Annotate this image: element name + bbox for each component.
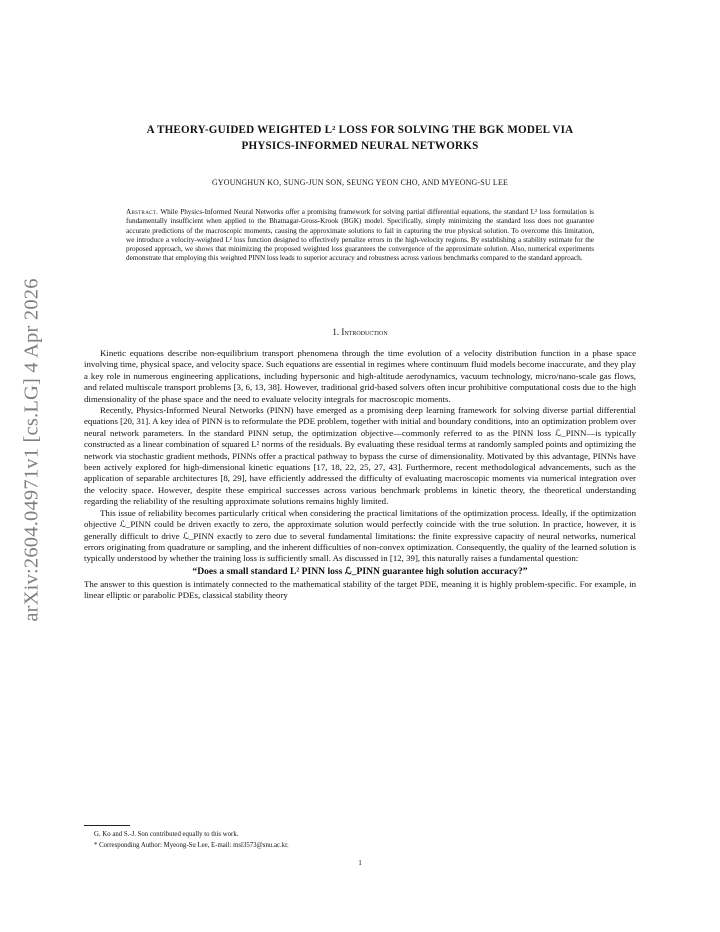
author-list: GYOUNGHUN KO, SUNG-JUN SON, SEUNG YEON CHO, AND MYEONG-SU LEE xyxy=(212,178,508,187)
arxiv-stamp xyxy=(2,230,62,670)
body-text xyxy=(84,348,636,602)
footnote-rule xyxy=(84,825,130,826)
footnote-equal-contribution: G. Ko and S.-J. Son contributed equally to this work. xyxy=(94,831,239,838)
paper-title xyxy=(84,122,636,154)
title-line-2: PHYSICS-INFORMED NEURAL NETWORKS xyxy=(241,140,479,152)
abstract-text: While Physics-Informed Neural Networks offer a promising framework for solving partial differential equations, the standard L² loss formulation is fundamentally insufficient when applied to the Bhatnagar-Gross-Krook (BGK) model. Specifically, simply minimizing the standard loss does not guarantee accurate predictions of the macroscopic moments, causing the approximate solutions to fail in capturing the true physical solution. To overcome this limitation, we introduce a velocity-weighted L² loss function designed to effectively penalize errors in the high-velocity regions. By establishing a stability estimate for the proposed approach, we shows that minimizing the proposed weighted loss guarantees the convergence of the approximate solution. Also, numerical experiments demonstrate that employing this weighted PINN loss leads to superior accuracy and robustness across various benchmarks compared to the standard approach. xyxy=(126,208,594,263)
paragraph: The answer to this question is intimately connected to the mathematical stability of the target PDE, meaning it is highly problem-specific. For example, in linear elliptic or parabolic PDEs, classical stability theory xyxy=(84,578,636,601)
title-line-1: A THEORY-GUIDED WEIGHTED L² LOSS FOR SOLVING THE BGK MODEL VIA xyxy=(146,124,574,136)
paragraph: Kinetic equations describe non-equilibrium transport phenomena through the time evolution of a velocity distribution function in a phase space involving time, physical space, and velocity space. Such equations are essential in regimes where continuum fluid models become inaccurate, and they play a key role in numerous engineering applications, including hypersonic and high-altitude aerodynamics, vacuum technology, micro/nano-scale gas flows, and related multiscale transport problems [3, 6, 13, 38]. However, traditional grid-based solvers often incur prohibitive computational costs due to the high dimensionality of the phase space and the need to evaluate velocity integrals for macroscopic moments. xyxy=(84,348,636,404)
paragraph: Recently, Physics-Informed Neural Networks (PINN) have emerged as a promising deep learning framework for solving diverse partial differential equations [20, 31]. A key idea of PINN is to reformulate the PDE problem, together with initial and boundary conditions, into an optimization problem over neural network parameters. In the standard PINN setup, the optimization objective—commonly referred to as the PINN loss ℒ_PINN—is typically constructed as a linear combination of squared L² norms of the residuals. By evaluating these residual terms at randomly sampled points and optimizing the network via stochastic gradient methods, PINNs offer a practical pathway to bypass the curse of dimensionality. Motivated by this advantage, PINNs have been actively explored for high-dimensional kinetic equations [17, 18, 22, 25, 27, 43]. Furthermore, recent methodological advancements, such as the application of separable architectures [8, 29], have efficiently addressed the difficulty of evaluating macroscopic moments via numerical integration over the velocity space. However, despite these empirical successes across various benchmark problems in kinetic theory, the theoretical understanding regarding the reliability of the resulting approximate solutions remains highly limited. xyxy=(84,405,636,507)
abstract xyxy=(126,208,594,264)
section-number: 1. xyxy=(332,327,340,337)
footnotes xyxy=(94,829,634,852)
footnote-corresponding-author: * Corresponding Author: Myeong-Su Lee, E-mail: msl3573@snu.ac.kr. xyxy=(94,842,289,850)
page-number: 1 xyxy=(358,859,362,867)
section-heading xyxy=(84,327,636,337)
abstract-label: Abstract. xyxy=(126,208,159,216)
key-question: “Does a small standard L² PINN loss ℒ_PINN guarantee high solution accuracy?” xyxy=(192,565,528,577)
section-title: Introduction xyxy=(341,327,388,337)
arxiv-stamp-text: arXiv:2604.04971v1 [cs.LG] 4 Apr 2026 xyxy=(20,278,43,622)
paragraph: This issue of reliability becomes particularly critical when considering the practical limitations of the optimization process. Ideally, if the optimization objective ℒ_PINN could be driven exactly to zero, the approximate solution would perfectly coincide with the true solution. In practice, however, it is generally difficult to drive ℒ_PINN exactly to zero due to several fundamental limitations: the finite expressive capacity of neural networks, numerical errors originating from quadrature or sampling, and the inherent difficulties of non-convex optimization. Consequently, the quality of the learned solution is typically understood by whether the training loss is sufficiently small. As discussed in [12, 39], this naturally raises a fundamental question: xyxy=(84,507,636,564)
